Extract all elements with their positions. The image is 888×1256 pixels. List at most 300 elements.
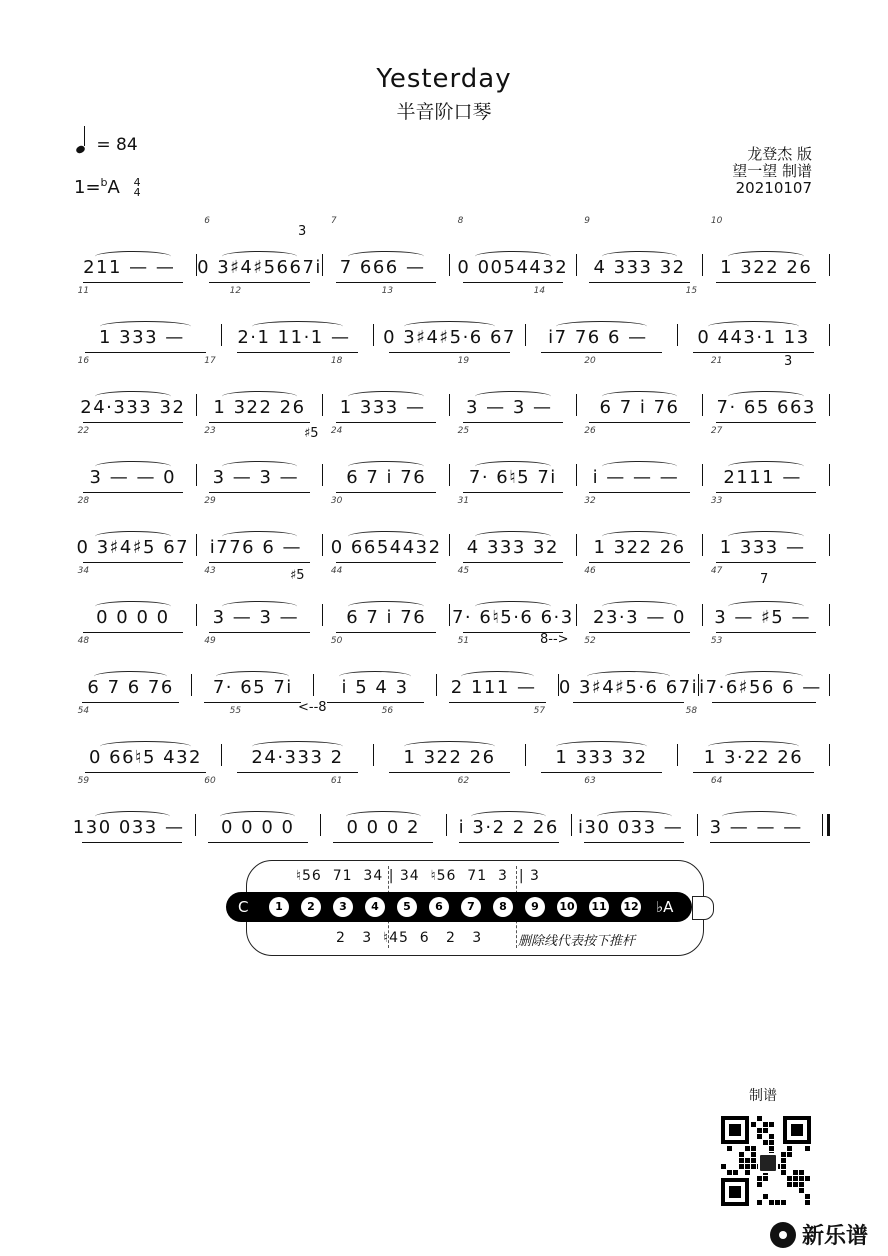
measure: i 3·2 2 26 [447, 817, 572, 838]
measure-number: 45 [457, 566, 470, 576]
beam-underline [237, 772, 358, 773]
harmonica-hole: 11 [589, 897, 609, 917]
beam-underline [459, 842, 559, 843]
measure-numbers [70, 636, 830, 650]
beam-underline [693, 352, 814, 353]
harmonica-hole: 8 [493, 897, 513, 917]
notation-line [70, 238, 830, 278]
barline [822, 814, 830, 836]
qr-module [757, 1116, 762, 1121]
beam-underline [336, 632, 437, 633]
measure-number: 63 [584, 776, 596, 786]
measure: i776 6 — [197, 537, 323, 558]
slur-arc [348, 391, 423, 402]
measure-number: 30 [330, 496, 343, 506]
beam-underline [716, 562, 817, 563]
harmonica-blow-notes: ♮56 71 34 | 34 ♮56 71 3 | 3 [296, 868, 540, 884]
slur-arc [252, 321, 343, 332]
qr-module [799, 1170, 804, 1175]
beam-underline [333, 842, 433, 843]
measure: i30 033 — [572, 817, 697, 838]
measure: 7· 65 7i [192, 677, 313, 698]
slur-arc [100, 741, 191, 752]
barline [829, 534, 830, 556]
slur-arc [95, 811, 170, 822]
measure-number: 59 [77, 776, 90, 786]
measure-numbers [70, 216, 830, 230]
tempo-marking [76, 130, 138, 155]
key-signature [74, 176, 141, 198]
beam-underline [85, 352, 206, 353]
slur-arc [95, 531, 170, 542]
measure: 7· 6♮5 7i [450, 467, 576, 488]
measure-number: 47 [710, 566, 723, 576]
qr-module [751, 1146, 756, 1151]
score-row [70, 636, 830, 706]
slur-arc [216, 671, 289, 682]
beam-underline [83, 282, 184, 283]
slur-arc [722, 811, 797, 822]
measure: 0 0 0 2 [321, 817, 446, 838]
measure: 0 0054432 [450, 257, 576, 278]
score-row [70, 496, 830, 566]
qr-label: 制谱 [749, 1088, 777, 1104]
beam-underline [589, 492, 690, 493]
measure-number: 32 [584, 496, 596, 506]
slur-arc [222, 601, 297, 612]
score-row [70, 286, 830, 356]
measure: i7 76 6 — [526, 327, 677, 348]
qr-module [745, 1146, 750, 1151]
measure-number: 29 [204, 496, 216, 506]
measure-number: 52 [584, 636, 596, 646]
qr-module [793, 1176, 798, 1181]
slur-arc [728, 391, 803, 402]
measure: 1 333 — [70, 327, 221, 348]
beam-underline [83, 422, 184, 423]
qr-module [763, 1122, 768, 1127]
measure: 1 322 26 [197, 397, 323, 418]
beam-underline [209, 282, 310, 283]
qr-module [799, 1182, 804, 1187]
harmonica-draw-notes: 2 3 ♮45 6 2 3 [336, 930, 483, 946]
qr-module [793, 1182, 798, 1187]
measure-number: 55 [229, 706, 242, 716]
measure: 3 — ♯5 — [703, 607, 829, 628]
beam-underline [327, 702, 424, 703]
song-title: Yesterday [376, 64, 512, 94]
beam-underline [716, 492, 817, 493]
score-annotation: 3 [298, 224, 307, 239]
beam-underline [83, 562, 184, 563]
qr-module [763, 1176, 768, 1181]
measure: 23·3 — 0 [577, 607, 703, 628]
beam-underline [573, 702, 684, 703]
qr-module [763, 1128, 768, 1133]
credit-date: 20210107 [735, 179, 812, 197]
beam-underline [541, 352, 662, 353]
measure: 1 322 26 [577, 537, 703, 558]
measure-number: 18 [330, 356, 343, 366]
slur-arc [475, 601, 550, 612]
song-subtitle: 半音阶口琴 [396, 101, 492, 123]
measure: 130 033 — [70, 817, 195, 838]
harmonica-hole: 2 [301, 897, 321, 917]
qr-module [727, 1170, 732, 1175]
measure-number: 16 [77, 356, 90, 366]
notation-line [70, 448, 830, 488]
qr-module [769, 1200, 774, 1205]
barline [829, 324, 830, 346]
beam-underline [693, 772, 814, 773]
slur-arc [602, 391, 677, 402]
beam-underline [589, 562, 690, 563]
measure-number: 51 [457, 636, 470, 646]
measure: 211 — — [70, 257, 196, 278]
qr-module [751, 1152, 756, 1157]
slur-arc [708, 741, 799, 752]
measure: 0 3♯4♯5667i [197, 257, 323, 278]
qr-module [793, 1170, 798, 1175]
credits [700, 146, 812, 197]
notation-line [70, 378, 830, 418]
qr-module [751, 1122, 756, 1127]
measure: 4 333 32 [450, 537, 576, 558]
qr-module [805, 1200, 810, 1205]
harmonica-hole: 12 [621, 897, 641, 917]
qr-module [751, 1158, 756, 1163]
measure: 7· 65 663 [703, 397, 829, 418]
qr-module [787, 1146, 792, 1151]
measure: 3 — 3 — [197, 607, 323, 628]
beam-underline [389, 352, 510, 353]
beam-underline [336, 422, 437, 423]
slur-arc [95, 461, 170, 472]
harmonica-hole: 3 [333, 897, 353, 917]
harmonica-slide-button [692, 896, 714, 920]
beam-underline [712, 702, 816, 703]
qr-module [745, 1158, 750, 1163]
qr-module [763, 1140, 768, 1145]
beam-underline [82, 702, 179, 703]
measure-number: 64 [710, 776, 723, 786]
qr-module [781, 1158, 786, 1163]
measure: 3 — 3 — [450, 397, 576, 418]
beam-underline [463, 422, 564, 423]
qr-code[interactable] [720, 1115, 812, 1207]
qr-module [745, 1170, 750, 1175]
qr-finder [721, 1116, 749, 1144]
slur-arc [348, 601, 423, 612]
measure: 2111 — [703, 467, 829, 488]
score-annotation: <--8 [298, 700, 327, 715]
measure-number: 11 [77, 286, 90, 296]
slur-arc [222, 531, 297, 542]
harmonica-diagram [226, 860, 726, 956]
measure: 3 — 3 — [197, 467, 323, 488]
measure-numbers [70, 356, 830, 370]
measure-number: 58 [685, 706, 698, 716]
qr-module [739, 1164, 744, 1169]
measure-number: 49 [204, 636, 216, 646]
beam-underline [82, 842, 182, 843]
slur-arc [475, 251, 550, 262]
beam-underline [85, 772, 206, 773]
measure: 1 3·22 26 [678, 747, 829, 768]
measure-number: 61 [330, 776, 343, 786]
slur-arc [556, 321, 647, 332]
measure-number: 20 [584, 356, 596, 366]
qr-module [721, 1164, 726, 1169]
notation-line [70, 518, 830, 558]
time-bottom: 4 [133, 186, 141, 199]
measure-number: 15 [685, 286, 698, 296]
harmonica-hole: 1 [269, 897, 289, 917]
measure: 0 3♯4♯5·6 67 [374, 327, 525, 348]
notation-line [70, 798, 830, 838]
notation-line [70, 308, 830, 348]
harmonica-hole: 10 [557, 897, 577, 917]
slur-arc [348, 531, 423, 542]
slur-arc [404, 741, 495, 752]
measure: 4 333 32 [577, 257, 703, 278]
measure: 1 333 32 [526, 747, 677, 768]
credit-version: 龙登杰 版 [747, 145, 812, 163]
barline [829, 604, 830, 626]
beam-underline [463, 282, 564, 283]
slur-arc [348, 461, 423, 472]
score-row [70, 706, 830, 776]
slur-arc [602, 251, 677, 262]
score-annotation: ♯5 [304, 426, 319, 441]
measure-number: 53 [710, 636, 723, 646]
qr-module [799, 1188, 804, 1193]
key-note: A [107, 177, 120, 198]
beam-underline [716, 422, 817, 423]
slur-arc [339, 671, 412, 682]
slur-arc [461, 671, 534, 682]
measure-numbers [70, 286, 830, 300]
beam-underline [336, 562, 437, 563]
harmonica-hole: 5 [397, 897, 417, 917]
qr-module [745, 1164, 750, 1169]
harmonica-hole: 4 [365, 897, 385, 917]
slur-arc [222, 461, 297, 472]
brand-name: 新乐谱 [802, 1224, 869, 1249]
measure: 1 322 26 [703, 257, 829, 278]
slur-arc [348, 251, 423, 262]
harmonica-left-label: C [238, 898, 249, 916]
qr-finder [721, 1178, 749, 1206]
measure-number: 34 [77, 566, 90, 576]
beam-underline [589, 422, 690, 423]
qr-module [769, 1134, 774, 1139]
measure: 0 0 0 0 [70, 607, 196, 628]
beam-underline [716, 282, 817, 283]
notation-line [70, 588, 830, 628]
score-row [70, 566, 830, 636]
measure-number: 10 [710, 216, 723, 226]
qr-module [805, 1146, 810, 1151]
measure-numbers [70, 776, 830, 790]
measure-number: 25 [457, 426, 470, 436]
tempo-value: = 84 [96, 135, 138, 155]
score-row [70, 356, 830, 426]
slur-arc [556, 741, 647, 752]
measure-number: 60 [204, 776, 216, 786]
beam-underline [589, 282, 690, 283]
slur-arc [222, 391, 297, 402]
slur-arc [602, 461, 677, 472]
measure-number: 23 [204, 426, 216, 436]
harmonica-note: 删除线代表按下推杆 [518, 934, 636, 949]
measure: 6 7 i 76 [577, 397, 703, 418]
measure: 0 3♯4♯5 67 [70, 537, 196, 558]
beam-underline [389, 772, 510, 773]
notation-line [70, 658, 830, 698]
measure: 6 7 6 76 [70, 677, 191, 698]
key-flat: b [100, 176, 108, 189]
measure: 0 6654432 [323, 537, 449, 558]
barline [829, 674, 830, 696]
measure: 24·333 2 [222, 747, 373, 768]
slur-arc [475, 391, 550, 402]
qr-module [757, 1128, 762, 1133]
beam-underline [449, 702, 546, 703]
barline [829, 744, 830, 766]
measure: 6 7 i 76 [323, 607, 449, 628]
measure-number: 12 [229, 286, 242, 296]
harmonica-hole: 9 [525, 897, 545, 917]
measure-number: 22 [77, 426, 90, 436]
brand-logo [770, 1219, 868, 1250]
qr-module [763, 1194, 768, 1199]
slur-arc [471, 811, 546, 822]
time-top: 4 [133, 176, 141, 189]
measure-number: 7 [330, 216, 337, 226]
measure-number: 31 [457, 496, 470, 506]
slur-arc [587, 671, 671, 682]
measure: 2 111 — [437, 677, 558, 698]
measure-number: 56 [381, 706, 394, 716]
measure: 1 333 — [323, 397, 449, 418]
beam-underline [336, 492, 437, 493]
slur-arc [708, 321, 799, 332]
qr-module [757, 1182, 762, 1187]
score-row [70, 776, 830, 846]
slur-arc [100, 321, 191, 332]
slur-arc [475, 531, 550, 542]
qr-module [781, 1200, 786, 1205]
measure: i 5 4 3 [314, 677, 435, 698]
measure-number: 33 [710, 496, 723, 506]
measure-numbers [70, 496, 830, 510]
record-disc-icon [770, 1222, 796, 1248]
measure: 3 — — — [698, 817, 823, 838]
slur-arc [728, 531, 803, 542]
barline [829, 464, 830, 486]
slur-arc [95, 601, 170, 612]
qr-finder [783, 1116, 811, 1144]
beam-underline [589, 632, 690, 633]
slur-arc [728, 601, 803, 612]
qr-module [739, 1152, 744, 1157]
measure-number: 50 [330, 636, 343, 646]
measure: i — — — [577, 467, 703, 488]
score-row [70, 426, 830, 496]
slur-arc [597, 811, 672, 822]
slur-arc [220, 811, 295, 822]
measure-numbers [70, 706, 830, 720]
qr-module [805, 1176, 810, 1181]
measure-number: 26 [584, 426, 596, 436]
measure: 6 7 i 76 [323, 467, 449, 488]
measure: 0 0 0 0 [196, 817, 321, 838]
beam-underline [83, 492, 184, 493]
harmonica-hole: 6 [429, 897, 449, 917]
qr-module [787, 1176, 792, 1181]
slur-arc [602, 531, 677, 542]
score-annotation: 7 [760, 572, 769, 587]
harmonica-right-label: ♭A [656, 898, 674, 916]
qr-module [775, 1200, 780, 1205]
measure: 0 66♮5 432 [70, 747, 221, 768]
measure: 7· 6♮5·6 6·3 [450, 607, 576, 628]
slur-arc [728, 461, 803, 472]
qr-module [757, 1200, 762, 1205]
slur-arc [252, 741, 343, 752]
measure-number: 62 [457, 776, 470, 786]
qr-module [727, 1146, 732, 1151]
beam-underline [336, 282, 437, 283]
qr-module [805, 1194, 810, 1199]
slur-arc [95, 391, 170, 402]
slur-arc [725, 671, 803, 682]
qr-module [757, 1134, 762, 1139]
beam-underline [83, 632, 184, 633]
qr-module [769, 1122, 774, 1127]
qr-module [769, 1146, 774, 1151]
measure: i7·6♯56 6 — [699, 677, 829, 698]
measure-number: 44 [330, 566, 343, 576]
barline [829, 254, 830, 276]
harmonica-hole: 7 [461, 897, 481, 917]
measure: 2·1 11·1 — [222, 327, 373, 348]
measure-number: 19 [457, 356, 470, 366]
qr-module [787, 1152, 792, 1157]
beam-underline [237, 352, 358, 353]
slur-arc [94, 671, 167, 682]
beam-underline [710, 842, 810, 843]
measure: 24·333 32 [70, 397, 196, 418]
score-annotation: 3 [784, 354, 793, 369]
barline [829, 394, 830, 416]
measure-number: 14 [533, 286, 546, 296]
beam-underline [209, 492, 310, 493]
slur-arc [346, 811, 421, 822]
measure-number: 13 [381, 286, 394, 296]
measure-number: 46 [584, 566, 596, 576]
qr-center-logo-icon [758, 1153, 778, 1173]
credit-maker: 望一望 制谱 [732, 162, 812, 180]
measure: 3 — — 0 [70, 467, 196, 488]
slur-arc [728, 251, 803, 262]
slur-arc [95, 251, 170, 262]
beam-underline [209, 422, 310, 423]
measure: 0 3♯4♯5·6 67i [559, 677, 698, 698]
beam-underline [463, 492, 564, 493]
qr-module [781, 1152, 786, 1157]
